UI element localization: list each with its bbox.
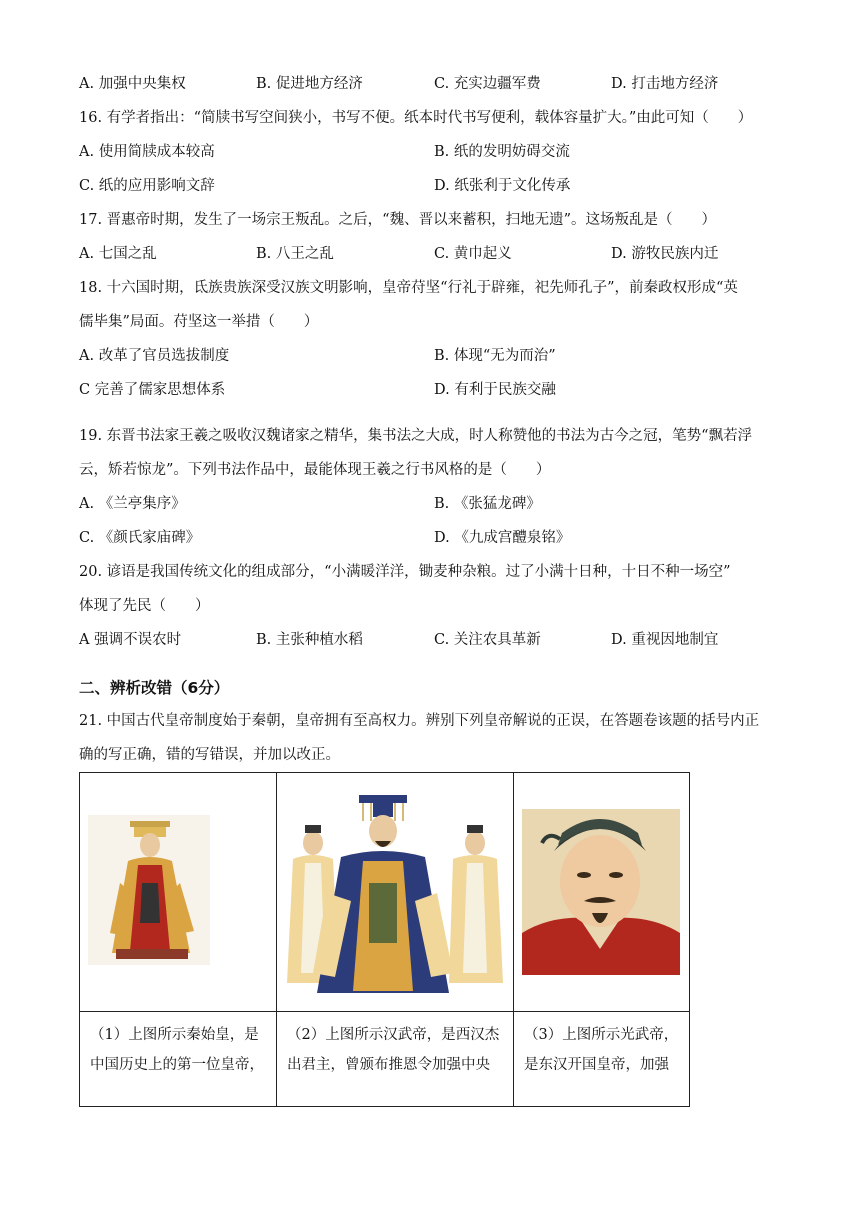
caption-2-line1: （2）上图所示汉武帝，是西汉杰	[287, 1027, 500, 1043]
q21-stem-line1: 21. 中国古代皇帝制度始于秦朝，皇帝拥有至高权力。辨别下列皇帝解说的正误，在答题卷该题的括号内正	[79, 713, 760, 729]
q15-option-b: B. 促进地方经济	[256, 76, 363, 92]
caption-2-line2: 出君主，曾颁布推恩令加强中央	[287, 1057, 490, 1073]
caption-1	[80, 1012, 277, 1107]
caption-3	[514, 1012, 690, 1107]
q19-option-a: A. 《兰亭集序》	[79, 496, 186, 512]
q18-option-c: C 完善了儒家思想体系	[79, 382, 226, 398]
q20-option-a: A 强调不误农时	[79, 632, 182, 648]
caption-3-line2: 是东汉开国皇帝，加强	[524, 1057, 669, 1073]
q20-option-b: B. 主张种植水稻	[256, 632, 363, 648]
q19-stem-line1: 19. 东晋书法家王羲之吸收汉魏诸家之精华，集书法之大成，时人称赞他的书法为古今之冠，笔势“飘若浮	[79, 428, 753, 444]
caption-3-line1: （3）上图所示光武帝，	[524, 1027, 679, 1043]
qin-shihuang-image-cell	[80, 773, 277, 1012]
q15-option-a: A. 加强中央集权	[79, 76, 186, 92]
q15-option-d: D. 打击地方经济	[611, 76, 719, 92]
q20-stem-line1: 20. 谚语是我国传统文化的组成部分，“小满暖洋洋，锄麦种杂粮。过了小满十日种，十日不种一场空”	[79, 564, 731, 580]
q16-option-b: B. 纸的发明妨碍交流	[434, 144, 570, 160]
q16-option-c: C. 纸的应用影响文辞	[79, 178, 215, 194]
q17-stem: 17. 晋惠帝时期，发生了一场宗王叛乱。之后，“魏、晋以来蓄积，扫地无遗”。这场叛乱是（ ）	[79, 212, 716, 228]
caption-2	[277, 1012, 514, 1107]
q16-option-d: D. 纸张利于文化传承	[434, 178, 571, 194]
q18-option-b: B. 体现“无为而治”	[434, 348, 556, 364]
q19-option-c: C. 《颜氏家庙碑》	[79, 530, 201, 546]
section-heading: 二、辨析改错（6分）	[79, 679, 230, 697]
q19-stem-line2: 云，矫若惊龙”。下列书法作品中，最能体现王羲之行书风格的是（ ）	[79, 462, 551, 478]
emperor-table	[79, 772, 690, 1107]
guangwudi-portrait	[514, 773, 689, 1011]
q16-option-a: A. 使用简牍成本较高	[79, 144, 215, 160]
q20-option-d: D. 重视因地制宜	[611, 632, 719, 648]
q20-option-c: C. 关注农具革新	[434, 632, 541, 648]
q16-stem: 16. 有学者指出：“简牍书写空间狭小，书写不便。纸本时代书写便利，载体容量扩大。”由此可知（ ）	[79, 110, 753, 126]
q17-option-a: A. 七国之乱	[79, 246, 157, 262]
q19-option-b: B. 《张猛龙碑》	[434, 496, 541, 512]
han-wudi-portrait	[277, 773, 513, 1011]
q17-option-b: B. 八王之乱	[256, 246, 334, 262]
guangwudi-image-cell	[514, 773, 690, 1012]
q18-stem-line1: 18. 十六国时期，氐族贵族深受汉族文明影响，皇帝苻坚“行礼于辟雍，祀先师孔子”，前秦政权形成“英	[79, 280, 738, 296]
han-wudi-image-cell	[277, 773, 514, 1012]
q18-stem-line2: 儒毕集”局面。苻坚这一举措（ ）	[79, 314, 319, 330]
q18-option-d: D. 有利于民族交融	[434, 382, 556, 398]
q18-option-a: A. 改革了官员选拔制度	[79, 348, 230, 364]
q21-stem-line2: 确的写正确，错的写错误，并加以改正。	[79, 747, 340, 763]
caption-1-line2: 中国历史上的第一位皇帝，	[90, 1057, 264, 1073]
q17-option-d: D. 游牧民族内迁	[611, 246, 719, 262]
q20-stem-line2: 体现了先民（ ）	[79, 598, 210, 614]
q17-option-c: C. 黄巾起义	[434, 246, 512, 262]
caption-1-line1: （1）上图所示秦始皇，是	[90, 1027, 259, 1043]
q19-option-d: D. 《九成宫醴泉铭》	[434, 530, 571, 546]
qin-shihuang-portrait	[80, 773, 276, 1011]
q15-option-c: C. 充实边疆军费	[434, 76, 541, 92]
